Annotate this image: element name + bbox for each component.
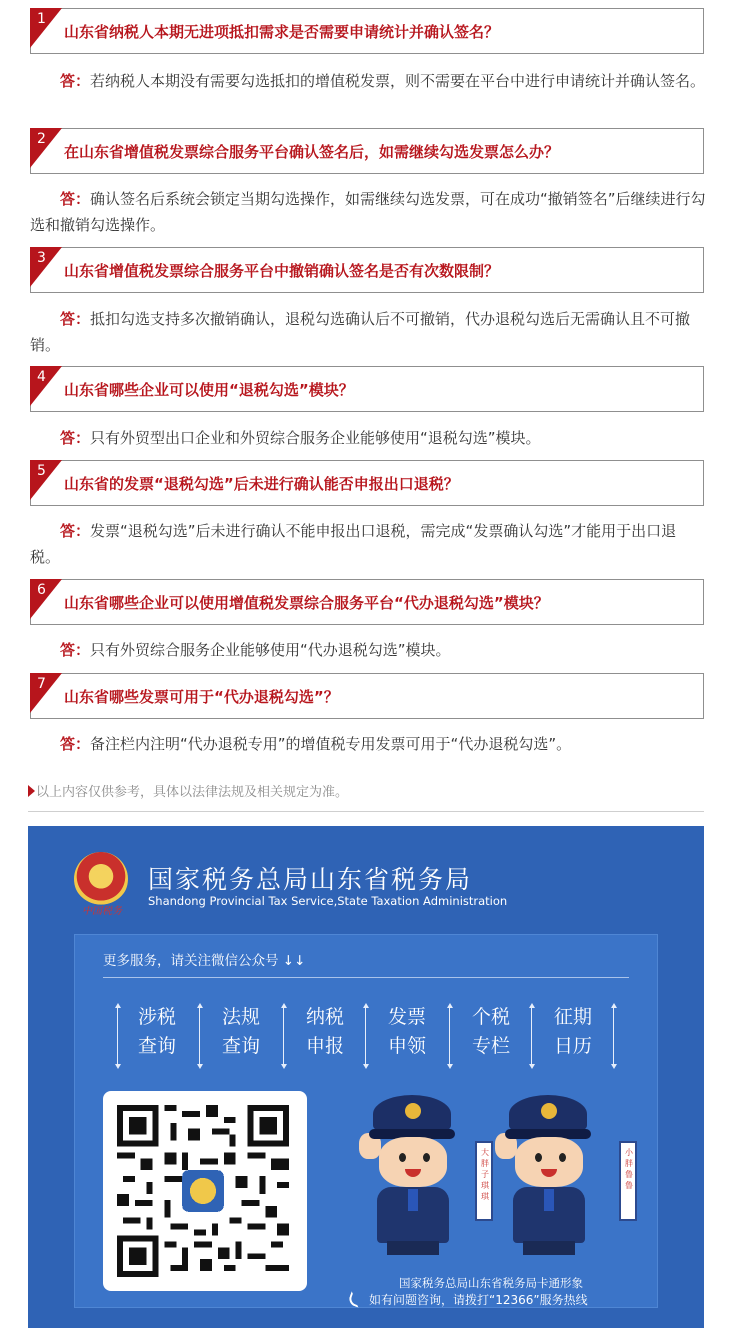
- mascot-face: [515, 1137, 583, 1187]
- answer-label: 答：: [60, 190, 91, 208]
- legs: [387, 1241, 439, 1255]
- qr-code-card[interactable]: [103, 1091, 307, 1291]
- question-number: 1: [37, 11, 46, 27]
- question-box: [30, 128, 704, 174]
- mascot-right: [495, 1095, 605, 1255]
- number-corner-triangle: [30, 247, 62, 287]
- cap-badge-icon: [405, 1103, 421, 1119]
- banner-subtitle: Shandong Provincial Tax Service,State Taxation Administration: [148, 894, 508, 908]
- service-label-line2: 查询: [137, 1035, 176, 1057]
- answer-text: 只有外贸型出口企业和外贸综合服务企业能够使用“退税勾选”模块。: [90, 429, 541, 447]
- question-number: 3: [37, 250, 46, 266]
- service-label-line2: 专栏: [471, 1035, 510, 1057]
- question-text: 山东省哪些发票可用于“代办退税勾选”？: [64, 688, 339, 706]
- number-corner-triangle: [30, 460, 62, 500]
- legs: [523, 1241, 575, 1255]
- answer-paragraph: [30, 425, 706, 451]
- separator-arrow-icon: [447, 1003, 453, 1069]
- answer-label: 答：: [60, 641, 91, 659]
- name-sign-left: [475, 1141, 493, 1221]
- answer-label: 答：: [60, 310, 91, 328]
- qr-code-icon: [117, 1105, 289, 1277]
- sign-text: 大胖子琪琪: [481, 1148, 489, 1201]
- question-number: 6: [37, 582, 46, 598]
- hotline-text: [349, 1291, 588, 1308]
- question-box: [30, 673, 704, 719]
- cap-badge-icon: [541, 1103, 557, 1119]
- sign-text: 小胖鲁鲁: [625, 1148, 633, 1190]
- eye: [399, 1153, 406, 1162]
- service-label-line1: 征期: [553, 1006, 592, 1028]
- divider: [28, 811, 704, 812]
- service-tax-query[interactable]: [129, 1003, 185, 1061]
- number-corner-triangle: [30, 366, 62, 406]
- hotline-label: 如有问题咨询，请拨打“12366”服务热线: [369, 1293, 588, 1307]
- star-icon: ★: [93, 863, 108, 882]
- service-tax-calendar[interactable]: [545, 1003, 601, 1061]
- separator-arrow-icon: [611, 1003, 617, 1069]
- question-text: 山东省的发票“退税勾选”后未进行确认能否申报出口退税？: [64, 475, 459, 493]
- separator-arrow-icon: [363, 1003, 369, 1069]
- number-corner-triangle: [30, 579, 62, 619]
- service-label-line2: 查询: [221, 1035, 260, 1057]
- question-number: 5: [37, 463, 46, 479]
- question-box: [30, 579, 704, 625]
- question-text: 山东省纳税人本期无进项抵扣需求是否需要申请统计并确认签名？: [64, 23, 500, 41]
- service-income-tax[interactable]: [463, 1003, 519, 1061]
- answer-label: 答：: [60, 522, 91, 540]
- divider: [103, 977, 629, 978]
- question-text: 山东省哪些企业可以使用“退税勾选”模块？: [64, 381, 354, 399]
- mascot-left: [359, 1095, 469, 1255]
- play-arrow-icon: [28, 785, 35, 797]
- question-box: [30, 460, 704, 506]
- service-panel: [74, 934, 658, 1308]
- answer-paragraph: [30, 637, 706, 663]
- service-label-line2: 申报: [305, 1035, 344, 1057]
- disclaimer-text: 以上内容仅供参考，具体以法律法规及相关规定为准。: [36, 785, 349, 800]
- answer-paragraph: [30, 731, 706, 757]
- answer-text: 抵扣勾选支持多次撤销确认，退税勾选确认后不可撤销，代办退税勾选后无需确认且不可撤销。: [30, 310, 691, 354]
- eye: [559, 1153, 566, 1162]
- eye: [535, 1153, 542, 1162]
- service-label-line1: 发票: [387, 1006, 426, 1028]
- separator-arrow-icon: [115, 1003, 121, 1069]
- separator-arrow-icon: [197, 1003, 203, 1069]
- number-corner-triangle: [30, 128, 62, 168]
- number-corner-triangle: [30, 673, 62, 713]
- answer-paragraph: [30, 306, 706, 358]
- service-tax-filing[interactable]: [297, 1003, 353, 1061]
- question-number: 7: [37, 676, 46, 692]
- answer-paragraph: [30, 518, 706, 570]
- emblem-caption: 中国税务: [82, 906, 122, 917]
- service-label-line2: 日历: [553, 1035, 592, 1057]
- answer-label: 答：: [60, 429, 91, 447]
- banner-title: 国家税务总局山东省税务局: [148, 865, 473, 894]
- answer-text: 只有外贸综合服务企业能够使用“代办退税勾选”模块。: [90, 641, 451, 659]
- disclaimer-note: [28, 783, 348, 803]
- mascot-caption: 国家税务总局山东省税务局卡通形象: [399, 1276, 583, 1290]
- service-label-line2: 申领: [387, 1035, 426, 1057]
- phone-icon: [347, 1291, 363, 1307]
- separator-arrow-icon: [281, 1003, 287, 1069]
- answer-text: 发票“退税勾选”后未进行确认不能申报出口退税，需完成“发票确认勾选”才能用于出口退税。: [30, 522, 677, 566]
- tax-emblem-icon: [74, 852, 128, 906]
- service-label-line1: 涉税: [137, 1006, 176, 1028]
- question-text: 山东省增值税发票综合服务平台中撤销确认签名是否有次数限制？: [64, 262, 500, 280]
- question-number: 2: [37, 131, 46, 147]
- tax-bureau-banner[interactable]: [28, 826, 704, 1328]
- service-label-line1: 纳税: [305, 1006, 344, 1028]
- service-invoice-apply[interactable]: [379, 1003, 435, 1061]
- mascot-face: [379, 1137, 447, 1187]
- question-text: 山东省哪些企业可以使用增值税发票综合服务平台“代办退税勾选”模块？: [64, 594, 549, 612]
- answer-text: 若纳税人本期没有需要勾选抵扣的增值税发票，则不需要在平台中进行申请统计并确认签名。: [90, 72, 706, 90]
- question-box: [30, 8, 704, 54]
- separator-arrow-icon: [529, 1003, 535, 1069]
- eye: [423, 1153, 430, 1162]
- answer-label: 答：: [60, 72, 91, 90]
- question-text: 在山东省增值税发票综合服务平台确认签名后，如需继续勾选发票怎么办？: [64, 143, 560, 161]
- service-label-line1: 法规: [221, 1006, 260, 1028]
- answer-text: 确认签名后系统会锁定当期勾选操作，如需继续勾选发票，可在成功“撤销签名”后继续进行勾选和撤销勾选操作。: [30, 190, 706, 234]
- answer-paragraph: [30, 186, 706, 238]
- answer-text: 备注栏内注明“代办退税专用”的增值税专用发票可用于“代办退税勾选”。: [90, 735, 572, 753]
- number-corner-triangle: [30, 8, 62, 48]
- service-regulation-query[interactable]: [213, 1003, 269, 1061]
- question-number: 4: [37, 369, 46, 385]
- tie: [408, 1189, 418, 1211]
- name-sign-right: [619, 1141, 637, 1221]
- question-box: [30, 247, 704, 293]
- tie: [544, 1189, 554, 1211]
- answer-label: 答：: [60, 735, 91, 753]
- question-box: [30, 366, 704, 412]
- answer-paragraph: [30, 68, 706, 94]
- service-list: [115, 1003, 625, 1069]
- service-label-line1: 个税: [471, 1006, 510, 1028]
- follow-prompt: 更多服务，请关注微信公众号 ↓↓: [103, 953, 306, 969]
